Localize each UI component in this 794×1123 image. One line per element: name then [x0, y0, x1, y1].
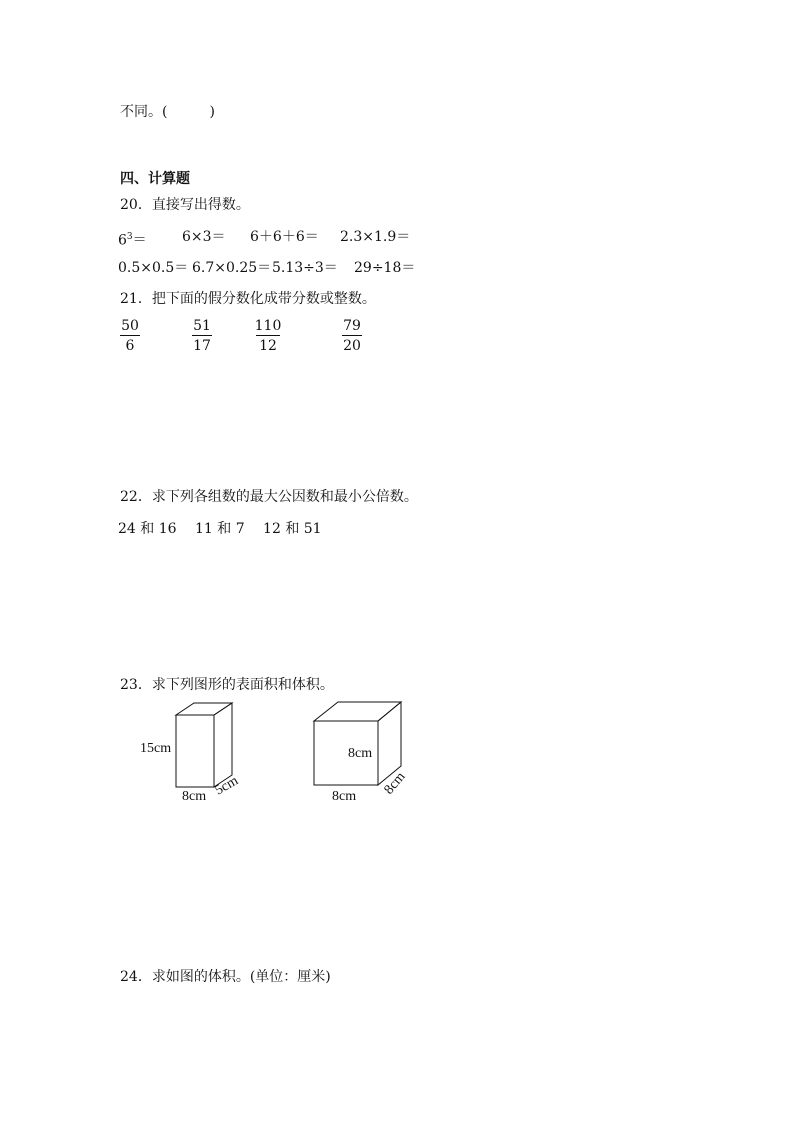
fraction-bar [120, 335, 140, 336]
cuboid-figure [176, 703, 232, 787]
previous-question-tail: 不同。( ) [120, 104, 215, 120]
section-title: 四、计算题 [120, 171, 190, 187]
cuboid-height-label: 15cm [140, 741, 172, 756]
q20-expr-multiply: 6×3＝ [182, 229, 226, 245]
cube-figure [314, 702, 401, 785]
fraction [248, 318, 288, 354]
cube-bottom-label: 8cm [332, 789, 357, 804]
fraction-denominator: 6 [125, 338, 135, 354]
fraction-numerator: 50 [121, 318, 139, 334]
fraction [182, 318, 222, 354]
fraction [332, 318, 372, 354]
question-22-title: 22．求下列各组数的最大公因数和最小公倍数。 [120, 489, 418, 505]
q20-power-exponent: 3 [126, 232, 133, 242]
q20-power-equals: ＝ [132, 232, 147, 249]
cuboid-width-label: 5cm [212, 773, 241, 799]
question-23-title: 23．求下列图形的表面积和体积。 [120, 677, 334, 693]
fraction-denominator: 20 [343, 338, 361, 354]
fraction [110, 318, 150, 354]
q20-expr-decimal-multiply: 2.3×1.9＝ [340, 229, 411, 245]
fraction-bar [192, 335, 212, 336]
fraction-numerator: 79 [343, 318, 361, 334]
fraction-bar [342, 335, 362, 336]
q20-power-base: 6 [118, 232, 127, 249]
question-21-title: 21．把下面的假分数化成带分数或整数。 [120, 291, 376, 307]
q23-figures [0, 695, 794, 825]
q20-expr-2-1: 0.5×0.5＝ [118, 260, 189, 276]
cube-front-label: 8cm [348, 746, 373, 761]
cuboid-length-label: 8cm [182, 789, 207, 804]
q20-expr-2-4: 29÷18＝ [354, 260, 416, 276]
q20-expr-add: 6＋6＋6＝ [250, 229, 319, 245]
cuboid-side-face [214, 703, 232, 787]
cube-side-label: 8cm [381, 769, 409, 798]
cuboid-front-face [176, 715, 214, 787]
fraction-bar [256, 335, 280, 336]
cube-top-face [314, 702, 401, 721]
fraction-numerator: 51 [193, 318, 211, 334]
q20-expr-2-2: 6.7×0.25＝ [192, 260, 272, 276]
fraction-numerator: 110 [254, 318, 282, 334]
question-20-title: 20．直接写出得数。 [120, 197, 250, 213]
question-24-title: 24．求如图的体积。(单位：厘米) [120, 969, 331, 985]
fraction-denominator: 17 [193, 338, 211, 354]
q20-expr-2-3: 5.13÷3＝ [272, 260, 338, 276]
q20-expr-power [118, 228, 147, 250]
q22-number-pairs: 24 和 16 11 和 7 12 和 51 [118, 521, 322, 537]
fraction-denominator: 12 [259, 338, 277, 354]
